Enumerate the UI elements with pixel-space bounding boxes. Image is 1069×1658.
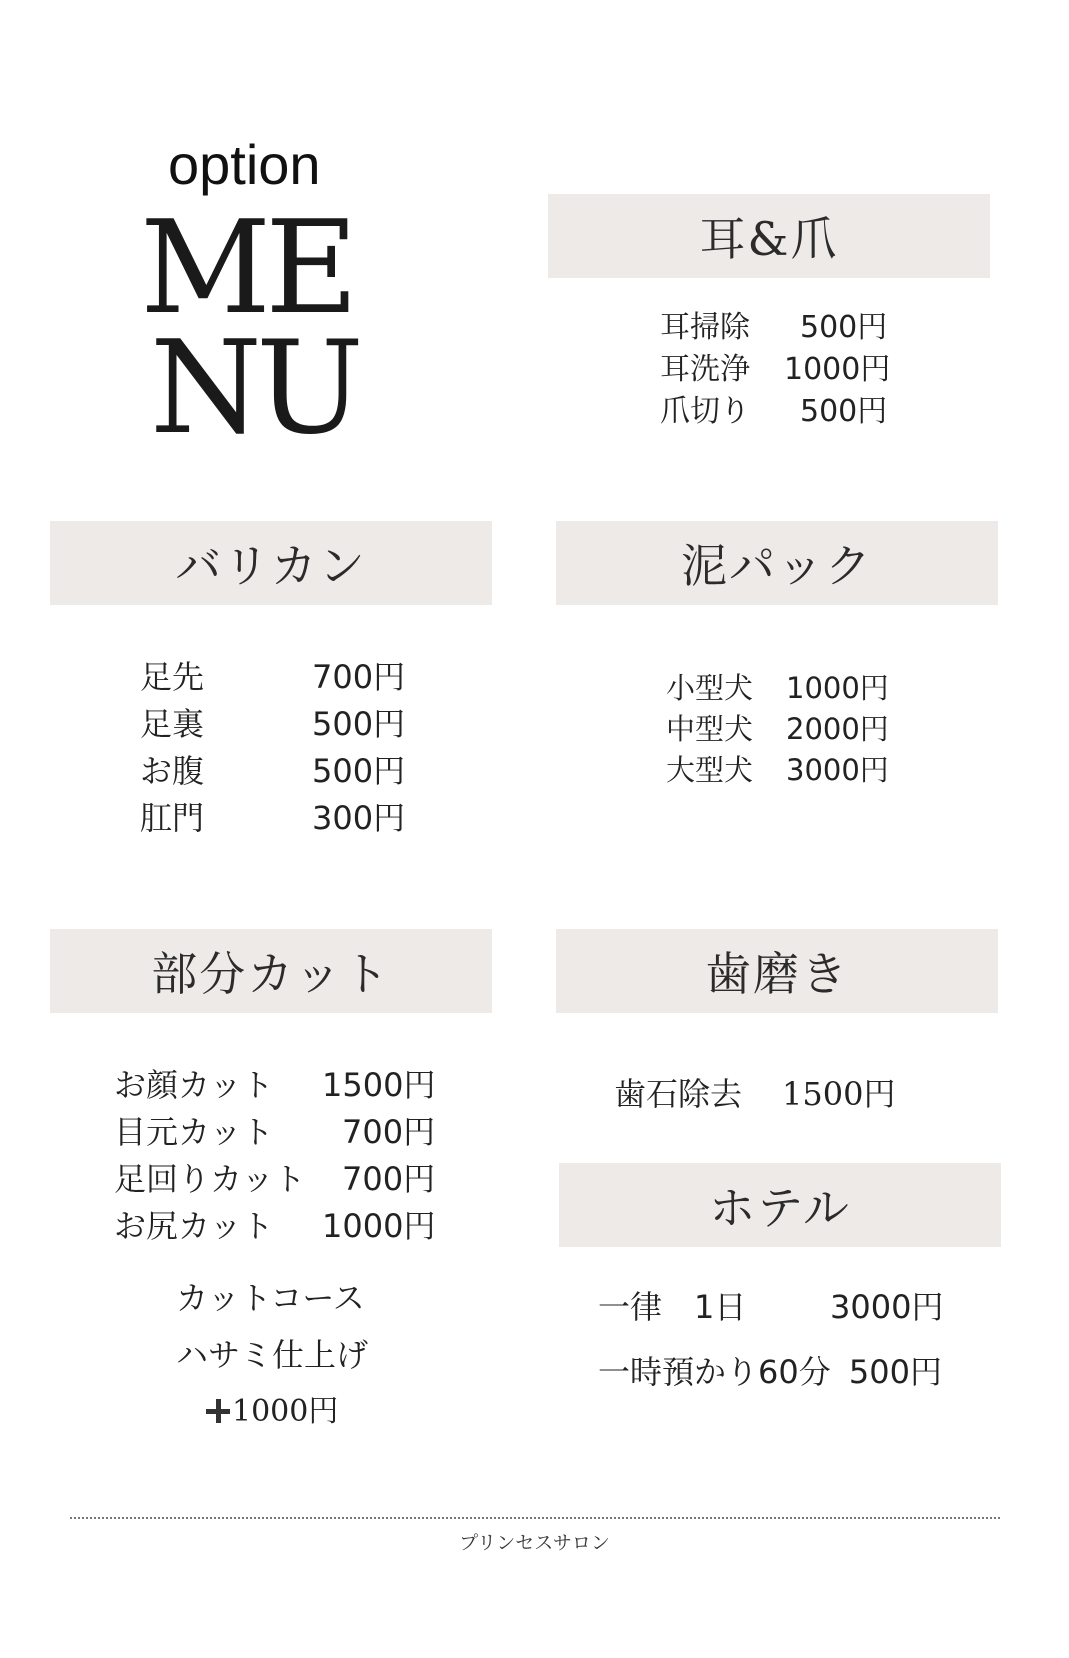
partial-cut-heading-band xyxy=(50,929,492,1013)
clipper-heading: バリカン xyxy=(175,539,367,593)
partial-cut-heading: 部分カット xyxy=(151,947,391,1001)
list-item: 中型犬 2000円 xyxy=(666,712,889,746)
hotel-heading: ホテル xyxy=(709,1181,851,1235)
salon-name: プリンセスサロン xyxy=(459,1532,610,1554)
list-item: 肛門 300円 xyxy=(140,799,406,837)
mud-pack-heading: 泥パック xyxy=(681,539,873,593)
ear-nail-heading-band xyxy=(548,194,990,278)
teeth-heading: 歯磨き xyxy=(705,947,849,1001)
list-item: お腹 500円 xyxy=(140,752,406,790)
clipper-heading-band xyxy=(50,521,492,605)
teeth-heading-band xyxy=(556,929,998,1013)
list-item: 一律 1日 3000円 xyxy=(598,1288,944,1326)
list-item: 足回りカット 700円 xyxy=(114,1160,436,1198)
scissors-finish-note: ハサミ仕上げ xyxy=(176,1336,369,1374)
list-item: 目元カット 700円 xyxy=(114,1113,436,1151)
list-item: 爪切り 500円 xyxy=(660,394,888,429)
plus-icon xyxy=(206,1399,230,1423)
ear-nail-heading: 耳&爪 xyxy=(699,212,839,266)
cut-course-price: 1000円 xyxy=(206,1386,338,1430)
menu-title-line2: NU xyxy=(150,314,358,463)
footer-divider xyxy=(70,1517,1000,1519)
list-item: 一時預かり60分 500円 xyxy=(598,1353,942,1391)
list-item: 大型犬 3000円 xyxy=(666,753,889,787)
hotel-heading-band xyxy=(559,1163,1001,1247)
list-item: 耳掃除 500円 xyxy=(660,310,888,345)
list-item: 耳洗浄 1000円 xyxy=(660,352,891,387)
list-item: 歯石除去 1500円 xyxy=(614,1075,896,1113)
option-label: option xyxy=(168,133,321,196)
menu-title-line1: ME xyxy=(140,194,353,343)
list-item: 足先 700円 xyxy=(140,658,406,696)
list-item: お顔カット 1500円 xyxy=(114,1066,436,1104)
cut-course-note: カットコース xyxy=(176,1279,365,1317)
list-item: 小型犬 1000円 xyxy=(666,671,889,705)
list-item: 足裏 500円 xyxy=(140,705,406,743)
list-item: お尻カット 1000円 xyxy=(114,1207,436,1245)
mud-pack-heading-band xyxy=(556,521,998,605)
